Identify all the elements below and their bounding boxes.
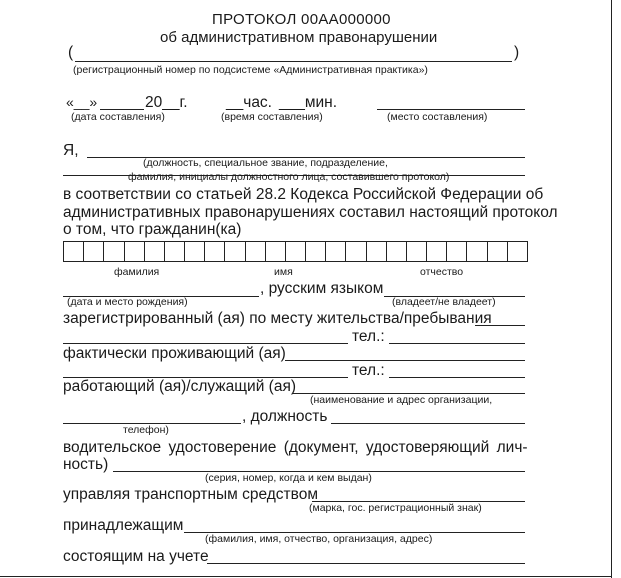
name-grid-cell[interactable]: [84, 242, 104, 261]
protocol-title: ПРОТОКОЛ 00АА000000: [212, 11, 391, 28]
registered-on-label: состоящим на учете: [63, 548, 209, 565]
name-grid-cell[interactable]: [488, 242, 508, 261]
name-grid-cell[interactable]: [427, 242, 447, 261]
date-day-quotes: «__»: [66, 94, 98, 110]
name-grid-cell[interactable]: [346, 242, 366, 261]
actual-residence-label: фактически проживающий (ая): [63, 345, 286, 362]
phone-label-2: тел.:: [352, 362, 385, 379]
protocol-subtitle: об административном правонарушении: [160, 29, 438, 46]
owner-caption: (фамилия, имя, отчество, организация, адрес): [205, 533, 433, 545]
license-caption: (серия, номер, когда и кем выдан): [205, 472, 372, 484]
name-letter-grid[interactable]: [63, 241, 528, 262]
registration-paren-close: ): [514, 44, 520, 61]
phone-field-1[interactable]: [389, 343, 525, 344]
vehicle-label: управляя транспортным средством: [63, 486, 318, 503]
name-grid-cell[interactable]: [286, 242, 306, 261]
page-border-right: [611, 0, 612, 578]
date-year: 20__г.: [145, 94, 188, 111]
name-grid-cell[interactable]: [246, 242, 266, 261]
working-label: работающий (ая)/служащий (ая): [63, 378, 297, 395]
registered-label: зарегистрированный (ая) по месту жительства/пребывания: [63, 310, 492, 327]
registration-paren-open: (: [68, 44, 74, 61]
body-line-3: о том, что гражданин(ка): [63, 221, 242, 238]
position-field[interactable]: [331, 423, 525, 424]
name-grid-cell[interactable]: [125, 242, 145, 261]
date-month-field[interactable]: [100, 109, 144, 110]
registration-caption: (регистрационный номер по подсистеме «Административная практика»): [73, 64, 428, 76]
phone-label-1: тел.:: [352, 328, 385, 345]
name-grid-cell[interactable]: [306, 242, 326, 261]
name-grid-cell[interactable]: [467, 242, 487, 261]
name-grid-cell[interactable]: [205, 242, 225, 261]
registration-number-field[interactable]: [75, 61, 512, 62]
official-caption-1: (должность, специальное звание, подразделение,: [143, 157, 388, 169]
license-line-1: водительское удостоверение (документ, удостоверяющий лич-: [63, 439, 528, 456]
name-grid-cell[interactable]: [225, 242, 245, 261]
name-grid-cell[interactable]: [387, 242, 407, 261]
position-label: , должность: [242, 408, 328, 425]
i-label: Я,: [63, 142, 79, 159]
name-caption: имя: [274, 266, 293, 278]
phone-caption: телефон): [123, 424, 169, 436]
russian-language-label: , русским языком: [260, 280, 384, 297]
owner-label: принадлежащим: [63, 517, 184, 534]
birth-caption: (дата и место рождения): [67, 296, 188, 308]
name-grid-cell[interactable]: [266, 242, 286, 261]
name-grid-cell[interactable]: [185, 242, 205, 261]
body-line-2: административных правонарушениях составил настоящий протокол: [63, 204, 558, 221]
page-border-bottom: [0, 576, 612, 577]
place-field[interactable]: [377, 109, 525, 110]
surname-caption: фамилия: [114, 266, 160, 278]
name-grid-cell[interactable]: [508, 242, 527, 261]
registered-on-field[interactable]: [207, 563, 525, 564]
patronymic-caption: отчество: [420, 266, 464, 278]
registered-field-2[interactable]: [63, 343, 348, 344]
time-hour: __час.: [226, 94, 272, 111]
phone-field-2[interactable]: [389, 377, 525, 378]
language-caption: (владеет/не владеет): [392, 296, 496, 308]
name-grid-cell[interactable]: [407, 242, 427, 261]
official-caption-2: фамилия, инициалы должностного лица, составившего протокол): [128, 171, 450, 183]
vehicle-caption: (марка, гос. регистрационный знак): [309, 502, 482, 514]
place-caption: (место составления): [387, 111, 488, 123]
time-minutes: ___мин.: [279, 94, 338, 111]
organization-caption: (наименование и адрес организации,: [310, 394, 493, 406]
name-grid-cell[interactable]: [367, 242, 387, 261]
name-grid-cell[interactable]: [104, 242, 124, 261]
name-grid-cell[interactable]: [165, 242, 185, 261]
name-grid-cell[interactable]: [145, 242, 165, 261]
registered-field[interactable]: [475, 325, 525, 326]
date-caption: (дата составления): [71, 111, 165, 123]
time-caption: (время составления): [221, 111, 323, 123]
body-line-1: в соответствии со статьей 28.2 Кодекса Российской Федерации об: [63, 186, 544, 203]
license-line-2: ность): [63, 456, 109, 473]
name-grid-cell[interactable]: [326, 242, 346, 261]
name-grid-cell[interactable]: [64, 242, 84, 261]
name-grid-cell[interactable]: [447, 242, 467, 261]
actual-residence-field[interactable]: [285, 360, 525, 361]
